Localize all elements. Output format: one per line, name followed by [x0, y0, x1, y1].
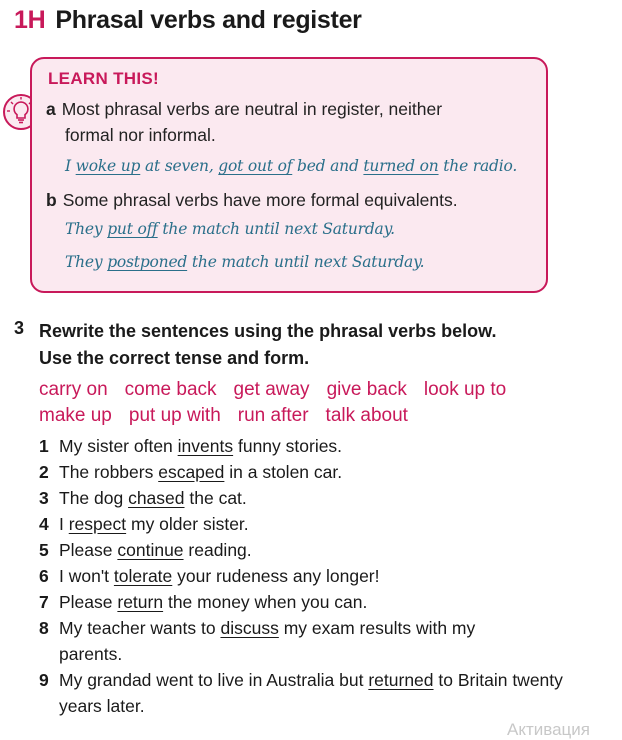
item-text: my exam results with my parents.	[59, 618, 476, 664]
verb-option: look up to	[423, 379, 507, 400]
item-number: 4	[39, 514, 49, 534]
instruction-line1: Rewrite the sentences using the phrasal verbs below.	[39, 321, 497, 341]
exercise-items	[39, 433, 599, 719]
underlined-word: discuss	[220, 618, 279, 638]
item-text: the money when you can.	[163, 592, 368, 612]
example-b2-text: They	[65, 253, 108, 271]
verb-option: get away	[233, 379, 310, 400]
example-a-text: bed and	[292, 157, 364, 175]
example-b2-verb: postponed	[107, 253, 188, 271]
exercise-instruction	[39, 318, 496, 372]
example-b2	[65, 253, 424, 271]
item-number: 8	[39, 618, 49, 638]
item-number: 1	[39, 436, 49, 456]
list-item	[39, 433, 599, 459]
example-a-text: I	[65, 157, 76, 175]
rule-b-letter: b	[46, 190, 57, 210]
underlined-word: return	[117, 592, 164, 612]
rule-a	[46, 96, 442, 148]
verb-bank-row2	[39, 405, 425, 427]
list-item	[39, 563, 599, 589]
list-item	[39, 537, 599, 563]
example-a	[65, 157, 517, 175]
learn-this-heading: LEARN THIS!	[48, 69, 159, 88]
item-text: reading.	[183, 540, 252, 560]
underlined-word: continue	[117, 540, 184, 560]
example-a-verb: got out of	[218, 157, 293, 175]
exercise-number: 3	[14, 318, 25, 338]
list-item	[39, 667, 579, 719]
item-text: My grandad went to live in Australia but	[59, 670, 369, 690]
example-a-verb: woke up	[75, 157, 141, 175]
item-text: I	[59, 514, 69, 534]
rule-b-line1: Some phrasal verbs have more formal equivalents.	[62, 190, 458, 210]
item-text: the cat.	[184, 488, 247, 508]
verb-bank-row1	[39, 379, 523, 401]
underlined-word: tolerate	[113, 566, 173, 586]
item-number: 2	[39, 462, 49, 482]
item-text: The dog	[59, 488, 129, 508]
underlined-word: escaped	[158, 462, 225, 482]
item-text: My sister often	[59, 436, 178, 456]
verb-option: make up	[39, 405, 112, 426]
rule-b	[46, 187, 458, 213]
verb-option: come back	[124, 379, 217, 400]
item-number: 3	[39, 488, 49, 508]
verb-option: carry on	[39, 379, 108, 400]
example-b1-text: the match until next Saturday.	[157, 220, 395, 238]
item-text: Please	[59, 592, 118, 612]
rule-a-line1: Most phrasal verbs are neutral in register, neither	[61, 99, 443, 119]
list-item	[39, 511, 599, 537]
item-number: 5	[39, 540, 49, 560]
item-text: funny stories.	[233, 436, 343, 456]
lesson-title: Phrasal verbs and register	[55, 6, 362, 34]
lesson-number: 1H	[14, 6, 46, 34]
item-number: 7	[39, 592, 49, 612]
example-a-text: the radio.	[438, 157, 518, 175]
instruction-line2: Use the correct tense and form.	[39, 348, 310, 368]
underlined-word: returned	[368, 670, 434, 690]
example-a-text: at seven,	[140, 157, 219, 175]
underlined-word: chased	[128, 488, 185, 508]
example-b1-verb: put off	[107, 220, 158, 238]
verb-option: run after	[237, 405, 309, 426]
item-text: I won't	[59, 566, 114, 586]
list-item	[39, 485, 599, 511]
watermark: Активация	[507, 720, 590, 739]
item-text: to Britain twenty years later.	[59, 670, 563, 716]
item-text: The robbers	[59, 462, 159, 482]
item-text: in a stolen car.	[224, 462, 343, 482]
example-a-verb: turned on	[363, 157, 439, 175]
item-number: 6	[39, 566, 49, 586]
page-title	[14, 6, 362, 35]
verb-option: talk about	[325, 405, 408, 426]
verb-option: give back	[326, 379, 407, 400]
item-text: My teacher wants to	[59, 618, 221, 638]
verb-option: put up with	[128, 405, 221, 426]
item-text: your rudeness any longer!	[172, 566, 380, 586]
underlined-word: respect	[68, 514, 127, 534]
example-b1-text: They	[65, 220, 108, 238]
item-text: Please	[59, 540, 118, 560]
list-item	[39, 615, 529, 667]
rule-a-line2: formal nor informal.	[65, 125, 216, 145]
example-b1	[65, 220, 395, 238]
item-number: 9	[39, 670, 49, 690]
item-text: my older sister.	[126, 514, 249, 534]
example-b2-text: the match until next Saturday.	[187, 253, 425, 271]
underlined-word: invents	[177, 436, 234, 456]
list-item	[39, 459, 599, 485]
rule-a-letter: a	[46, 99, 56, 119]
list-item	[39, 589, 599, 615]
